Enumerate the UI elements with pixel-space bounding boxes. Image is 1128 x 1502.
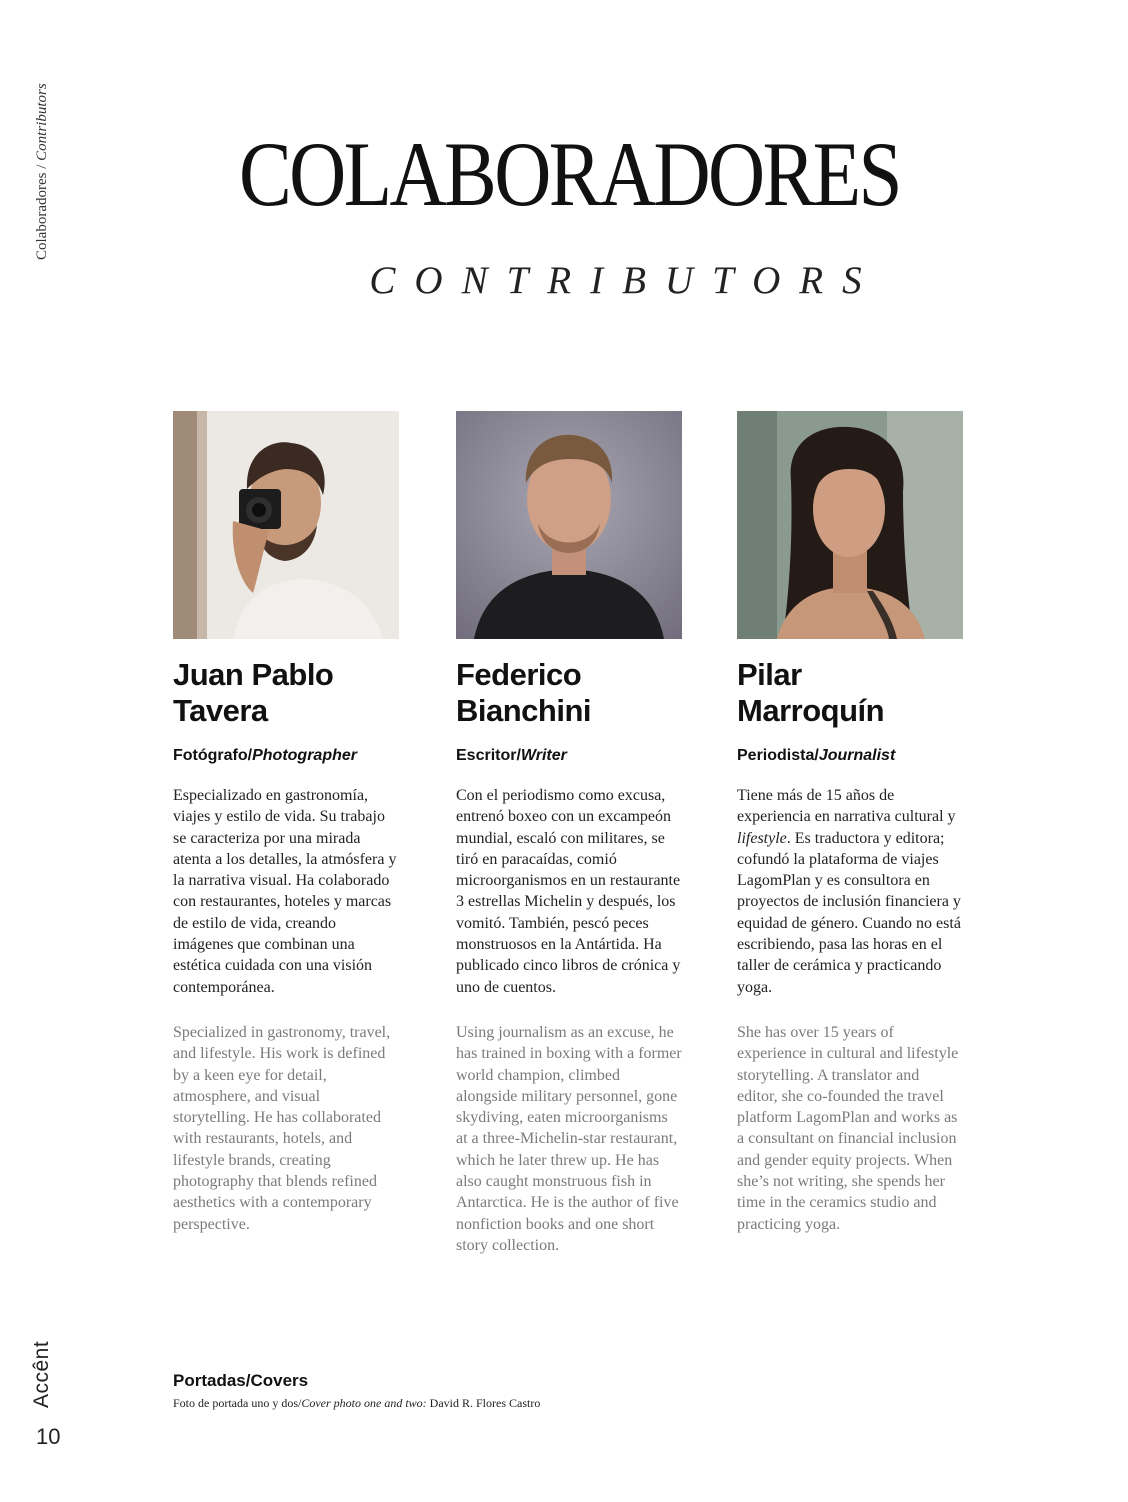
role-en: Journalist <box>818 747 896 764</box>
covers-credit-en: Cover photo one and two: <box>301 1396 427 1410</box>
contributor-role-1 <box>173 747 399 765</box>
bio-es-part-1: Tiene más de 15 años de experiencia en narrativa cultural y <box>737 787 956 826</box>
photographer-portrait-image <box>173 411 399 639</box>
covers-credit-name: David R. Flores Castro <box>426 1396 541 1410</box>
contributor-name-2: Federico Bianchini <box>456 657 592 728</box>
contributor-bio-en-1: Specialized in gastronomy, travel, and lifestyle. His work is defined by a keen eye for detail, atmosphere, and visual storytelling. He has collaborated with restaurants, hotels, and lifestyle brands, creating photography that blends refined aesthetics with a contemporary perspective. <box>173 1023 391 1233</box>
side-label-en: Contributors <box>34 83 50 161</box>
role-es: Fotógrafo/ <box>173 747 253 764</box>
contributor-bio-es-3 <box>737 785 963 998</box>
contributor-photo-3 <box>737 411 963 639</box>
contributor-photo-2 <box>456 411 682 639</box>
page-number: 10 <box>36 1424 61 1449</box>
contributor-photo-1 <box>173 411 399 639</box>
covers-credit-es: Foto de portada uno y dos/ <box>173 1396 302 1410</box>
contributor-card-2 <box>456 411 682 1256</box>
role-es: Escritor/ <box>456 747 521 764</box>
magazine-brand-logo: Accênt <box>30 1340 53 1408</box>
bio-es-part-2: . Es traductora y editora; cofundó la plataforma de viajes LagomPlan y es consultora en proyectos de inclusión financiera y equidad de género. Cuando no está escribiendo, pasa las horas en el taller de cerámica y practicando yoga. <box>737 829 961 996</box>
page-subtitle: CONTRIBUTORS <box>369 259 881 302</box>
role-en: Writer <box>520 747 567 764</box>
contributor-role-3 <box>737 747 963 765</box>
contributor-name-3: Pilar Marroquín <box>737 657 885 728</box>
role-es: Periodista/ <box>737 747 819 764</box>
role-en: Photographer <box>252 747 357 764</box>
writer-portrait-image <box>456 411 682 639</box>
journalist-portrait-image <box>737 411 963 639</box>
contributor-role-2 <box>456 747 682 765</box>
contributor-card-1 <box>173 411 399 1235</box>
page-title: COLABORADORES <box>238 123 900 225</box>
covers-credit <box>173 1396 540 1411</box>
contributor-bio-es-1: Especializado en gastronomía, viajes y estilo de vida. Su trabajo se caracteriza por una mirada atenta a los detalles, la atmósfera y la narrativa visual. Ha colaborado con restaurantes, hoteles y marcas de estilo de vida, creando imágenes que combinan una estética cuidada con una visión contemporánea. <box>173 787 397 996</box>
contributor-bio-en-3: She has over 15 years of experience in cultural and lifestyle storytelling. A translator and editor, she co-founded the travel platform LagomPlan and works as a consultant on financial inclusion and gender equity projects. When she’s not writing, she spends her time in the ceramics studio and practicing yoga. <box>737 1023 959 1233</box>
side-label-es: Colaboradores / <box>34 160 50 260</box>
contributor-bio-en-2: Using journalism as an excuse, he has trained in boxing with a former world champion, climbed alongside military personnel, gone skydiving, eaten microorganisms at a three-Michelin-star restaurant, which he later threw up. He has also caught monstruous fish in Antarctica. He is the author of five nonfiction books and one short story collection. <box>456 1023 682 1254</box>
contributor-card-3 <box>737 411 963 1235</box>
covers-heading: Portadas/Covers <box>173 1371 309 1390</box>
contributor-name-1: Juan Pablo Tavera <box>173 657 334 728</box>
bio-es-italic-word: lifestyle <box>737 829 787 847</box>
section-side-label <box>34 60 58 260</box>
contributor-bio-es-2: Con el periodismo como excusa, entrenó boxeo con un excampeón mundial, escaló con militares, se tiró en paracaídas, comió microorganismos en un restaurante 3 estrellas Michelin y después, los vomitó. También, pescó peces monstruosos en la Antártida. Ha publicado cinco libros de crónica y uno de cuentos. <box>456 787 681 996</box>
